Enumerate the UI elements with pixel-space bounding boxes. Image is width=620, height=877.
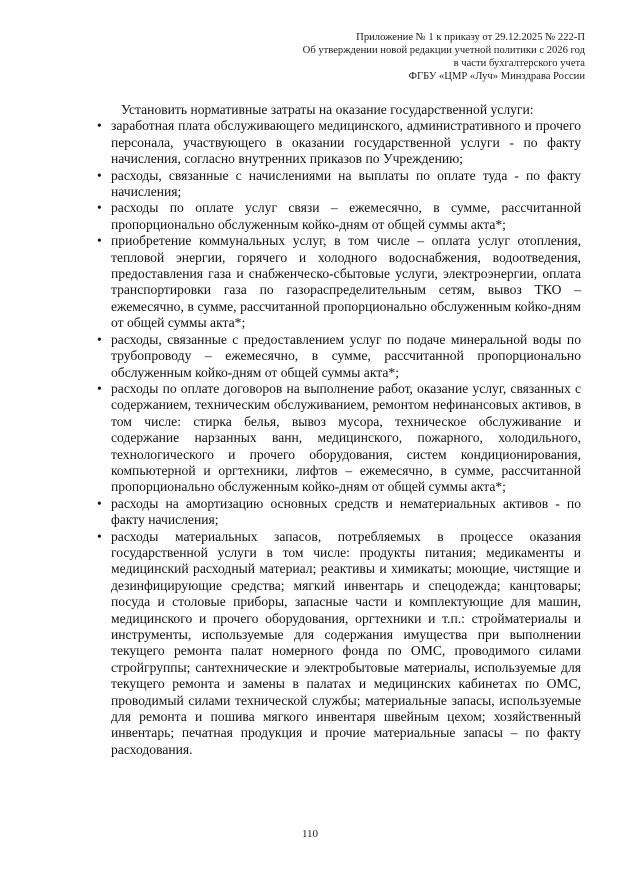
list-item: • расходы по оплате договоров на выполнение работ, оказание услуг, связанных с содержанием, техническим обслуживанием, ремонтом нефинансовых активов, в том числе: стирка белья, вывоз мусора, техническое обслуживание и содержание нарзанных ванн, медицинского, пожарного, холодильного, технологического и прочего оборудования, систем кондиционирования, компьютерной и оргтехники, лифтов – ежемесячно, в сумме, рассчитанной пропорционально обслуженным койко-дням от общей суммы акта*; (111, 381, 581, 496)
list-item: • расходы по оплате услуг связи – ежемесячно, в сумме, рассчитанной пропорционально обслуженным койко-дням от общей суммы акта*; (111, 200, 581, 233)
list-item: • расходы на амортизацию основных средств и нематериальных активов - по факту начисления; (111, 496, 581, 529)
list-item: • приобретение коммунальных услуг, в том числе – оплата услуг отопления, тепловой энергии, горячего и холодного водоснабжения, водоотведения, предоставления газа и снабженческо-сбытовые услуги, электроэнергии, оплата транспортировки газа по газораспределительным сетям, вывоз ТКО – ежемесячно, в сумме, рассчитанной пропорционально обслуженным койко-дням от общей суммы акта*; (111, 233, 581, 331)
list-item: • расходы материальных запасов, потребляемых в процессе оказания государственной услуги в том числе: продукты питания; медикаменты и медицинский расходный материал; реактивы и химикаты; моющие, чистящие и дезинфицирующие средства; мягкий инвентарь и спецодежда; канцтовары; посуда и столовые приборы, запасные части и комплектующие для машин, медицинского и прочего оборудования, оргтехники и т.п.: стройматериалы и инструменты, используемые для содержания имущества при выполнении текущего ремонта палат номерного фонда по ОМС, проводимого силами стройгруппы; сантехнические и электробытовые материалы, используемые для текущего ремонта и замены в палатах и медицинских кабинетах по ОМС, проводимый силами технической службы; материальные запасы, используемые для ремонта и пошива мягкого инвентаря швейным цехом; хозяйственный инвентарь; печатная продукция и прочие материальные запасы – по факту расходования. (111, 529, 581, 759)
header-line-organization: ФГБУ «ЦМР «Луч» Минздрава России (408, 71, 585, 82)
header-line-accounting: в части бухгалтерского учета (453, 58, 585, 69)
header-line-appendix: Приложение № 1 к приказу от 29.12.2025 № 222-П (356, 32, 585, 43)
list-item: • расходы, связанные с предоставлением услуг по подаче минеральной воды по трубопроводу – ежемесячно, в сумме, рассчитанной пропорционально обслуженным койко-дням от общей суммы акта*; (111, 332, 581, 381)
document-header (120, 31, 585, 83)
normative-costs-list (95, 118, 581, 758)
list-item: • расходы, связанные с начислениями на выплаты по оплате туда - по факту начисления; (111, 168, 581, 201)
page-number: 110 (301, 828, 319, 840)
header-line-approval: Об утверждении новой редакции учетной политики с 2026 год (302, 45, 585, 56)
list-item: • заработная плата обслуживающего медицинского, административного и прочего персонала, участвующего в оказании государственной услуги - по факту начисления, согласно внутренних приказов по Учреждению; (111, 118, 581, 167)
document-body (95, 102, 581, 758)
intro-paragraph: Установить нормативные затраты на оказание государственной услуги: (121, 102, 534, 117)
